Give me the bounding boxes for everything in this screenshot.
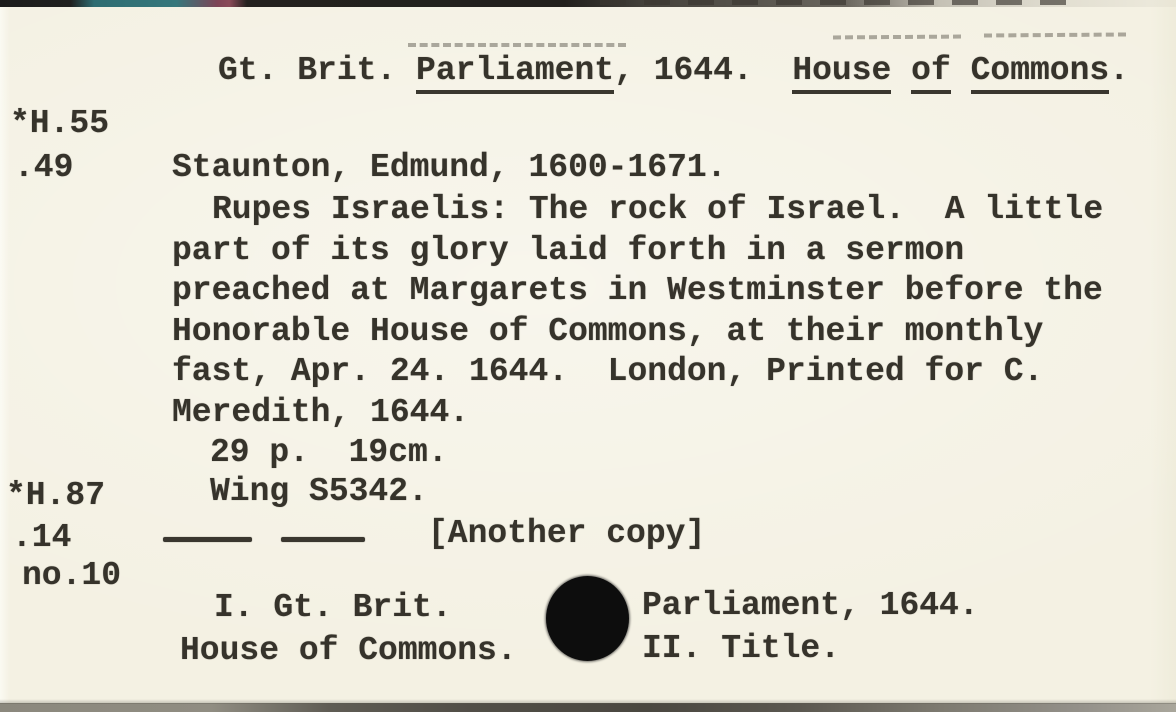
call-number-2-line-3: no.10 <box>22 557 122 594</box>
erased-type-mark <box>408 43 626 47</box>
heading-space <box>951 52 971 89</box>
title-line-4: Honorable House of Commons, at their monthly <box>172 313 1044 350</box>
heading-year: , 1644. <box>614 52 793 89</box>
author-line: Staunton, Edmund, 1600-1671. <box>172 149 727 186</box>
tracing-one-continued: House of Commons. <box>180 632 517 669</box>
title-line-5: fast, Apr. 24. 1644. London, Printed for C. <box>172 353 1044 390</box>
typed-dash-1 <box>163 537 252 542</box>
heading-author-prefix: Gt. Brit. <box>218 52 417 89</box>
tracing-one-left: I. Gt. Brit. <box>214 589 452 626</box>
heading-house-underlined: House <box>792 52 891 94</box>
scan-edge-bottom-fade <box>0 699 1176 704</box>
heading-period: . <box>1109 52 1130 89</box>
title-line-3: preached at Margarets in Westminster before the <box>172 272 1103 309</box>
heading-space <box>891 52 911 89</box>
typed-dash-2 <box>281 537 365 542</box>
card-heading <box>218 52 1129 90</box>
scan-edge-top-marks <box>600 0 1080 5</box>
heading-parliament-underlined: Parliament <box>416 52 614 94</box>
heading-of-underlined: of <box>911 52 951 94</box>
collation-line: 29 p. 19cm. <box>210 434 448 471</box>
title-line-6: Meredith, 1644. <box>172 394 470 431</box>
call-number-1-line-1: *H.55 <box>10 105 110 142</box>
wing-reference-line: Wing S5342. <box>210 473 428 510</box>
call-number-2-line-1: *H.87 <box>6 477 106 514</box>
tracing-two: II. Title. <box>642 630 841 667</box>
heading-commons-underlined: Commons <box>971 52 1110 94</box>
title-line-2: part of its glory laid forth in a sermon <box>172 232 965 269</box>
punched-hole <box>546 576 629 661</box>
another-copy-note: [Another copy] <box>428 515 706 552</box>
scan-edge-bottom <box>0 703 1176 712</box>
tracing-one-right: Parliament, 1644. <box>642 587 979 624</box>
call-number-2-line-2: .14 <box>12 519 72 556</box>
call-number-1-line-2: .49 <box>14 149 74 186</box>
title-line-1: Rupes Israelis: The rock of Israel. A little <box>212 191 1104 228</box>
